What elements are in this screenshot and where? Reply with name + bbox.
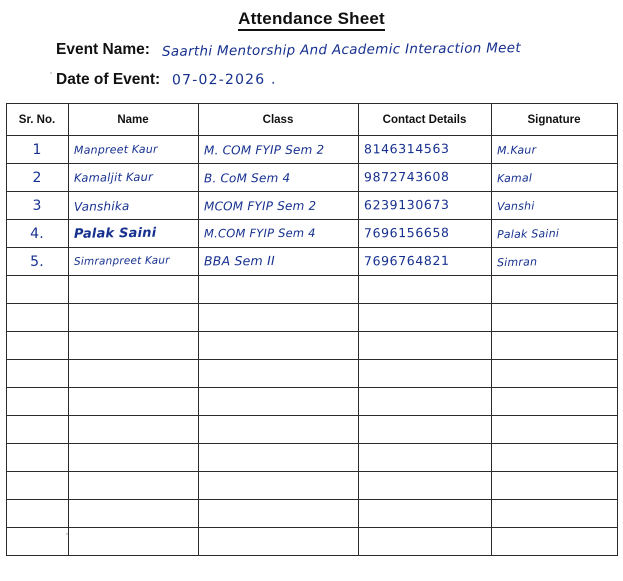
cell-empty[interactable] bbox=[6, 332, 68, 360]
table-row-empty bbox=[6, 500, 617, 528]
cell-empty[interactable] bbox=[68, 360, 198, 388]
cell-empty[interactable] bbox=[198, 500, 358, 528]
cell-empty[interactable] bbox=[198, 472, 358, 500]
cell-empty[interactable] bbox=[68, 444, 198, 472]
cell-sr-no-text: 2 bbox=[32, 169, 42, 186]
cell-class[interactable] bbox=[198, 248, 358, 276]
cell-empty[interactable] bbox=[6, 416, 68, 444]
cell-class-text: BBA Sem II bbox=[203, 253, 275, 269]
table-row-empty bbox=[6, 472, 617, 500]
cell-empty[interactable] bbox=[68, 500, 198, 528]
cell-sr-no-text: 4. bbox=[30, 225, 44, 242]
cell-empty[interactable] bbox=[491, 416, 617, 444]
cell-contact-text: 7696156658 bbox=[363, 225, 450, 241]
cell-class-text: M.COM FYIP Sem 4 bbox=[203, 225, 316, 241]
cell-empty[interactable] bbox=[358, 304, 491, 332]
cell-empty[interactable] bbox=[6, 528, 68, 556]
cell-empty[interactable] bbox=[491, 388, 617, 416]
cell-sr-no-text: 5. bbox=[30, 253, 44, 270]
cell-empty[interactable] bbox=[358, 472, 491, 500]
cell-contact-text: 8146314563 bbox=[363, 141, 450, 157]
cell-empty[interactable] bbox=[68, 304, 198, 332]
cell-class[interactable] bbox=[198, 164, 358, 192]
cell-empty[interactable] bbox=[6, 444, 68, 472]
cell-name-text: Manpreet Kaur bbox=[73, 142, 158, 157]
cell-contact[interactable] bbox=[358, 248, 491, 276]
cell-empty[interactable] bbox=[491, 304, 617, 332]
table-row-empty bbox=[6, 304, 617, 332]
cell-name-text: Palak Saini bbox=[73, 225, 156, 242]
event-name-label: Event Name: bbox=[56, 41, 150, 58]
column-header-signature: Signature bbox=[491, 104, 617, 136]
cell-empty[interactable] bbox=[68, 332, 198, 360]
cell-empty[interactable] bbox=[68, 528, 198, 556]
cell-empty[interactable] bbox=[491, 360, 617, 388]
paper-speck bbox=[50, 72, 52, 74]
cell-class[interactable] bbox=[198, 136, 358, 164]
cell-empty[interactable] bbox=[358, 388, 491, 416]
cell-sr-no-text: 1 bbox=[32, 141, 42, 158]
table-row-empty bbox=[6, 276, 617, 304]
cell-signature[interactable] bbox=[491, 136, 617, 164]
cell-name[interactable] bbox=[68, 248, 198, 276]
cell-empty[interactable] bbox=[6, 360, 68, 388]
cell-empty[interactable] bbox=[358, 528, 491, 556]
cell-contact-text: 9872743608 bbox=[363, 169, 450, 185]
cell-sr-no[interactable] bbox=[6, 248, 68, 276]
cell-name-text: Kamaljit Kaur bbox=[73, 169, 153, 185]
cell-name[interactable] bbox=[68, 192, 198, 220]
cell-empty[interactable] bbox=[68, 472, 198, 500]
cell-sr-no-text: 3 bbox=[32, 197, 42, 214]
cell-sr-no[interactable] bbox=[6, 164, 68, 192]
cell-signature[interactable] bbox=[491, 220, 617, 248]
table-row-empty bbox=[6, 416, 617, 444]
cell-empty[interactable] bbox=[358, 276, 491, 304]
event-name-value: Saarthi Mentorship And Academic Interaction Meet bbox=[161, 40, 521, 60]
cell-sr-no[interactable] bbox=[6, 220, 68, 248]
cell-name-text: Simranpreet Kaur bbox=[73, 254, 170, 269]
cell-empty[interactable] bbox=[491, 528, 617, 556]
table-row-empty bbox=[6, 388, 617, 416]
table-row bbox=[6, 136, 617, 164]
cell-empty[interactable] bbox=[68, 388, 198, 416]
cell-signature[interactable] bbox=[491, 248, 617, 276]
cell-empty[interactable] bbox=[6, 304, 68, 332]
cell-signature-text: Simran bbox=[496, 255, 537, 270]
cell-empty[interactable] bbox=[6, 388, 68, 416]
cell-empty[interactable] bbox=[6, 500, 68, 528]
column-header-class: Class bbox=[198, 104, 358, 136]
cell-name[interactable] bbox=[68, 136, 198, 164]
cell-empty[interactable] bbox=[6, 276, 68, 304]
cell-contact-text: 6239130673 bbox=[363, 197, 450, 213]
cell-empty[interactable] bbox=[68, 276, 198, 304]
cell-empty[interactable] bbox=[198, 416, 358, 444]
table-row bbox=[6, 192, 617, 220]
table-body bbox=[6, 136, 617, 556]
date-of-event-value: 07-02-2026 . bbox=[172, 71, 277, 89]
table-row bbox=[6, 164, 617, 192]
date-of-event-field-row bbox=[0, 71, 623, 89]
cell-empty[interactable] bbox=[358, 360, 491, 388]
cell-signature-text: Kamal bbox=[496, 171, 532, 186]
cell-empty[interactable] bbox=[198, 276, 358, 304]
date-of-event-label: Date of Event: bbox=[56, 71, 161, 88]
cell-contact[interactable] bbox=[358, 220, 491, 248]
cell-sr-no[interactable] bbox=[6, 136, 68, 164]
cell-contact[interactable] bbox=[358, 164, 491, 192]
cell-empty[interactable] bbox=[198, 388, 358, 416]
cell-signature-text: M.Kaur bbox=[496, 143, 536, 158]
cell-empty[interactable] bbox=[491, 500, 617, 528]
cell-empty[interactable] bbox=[358, 444, 491, 472]
cell-empty[interactable] bbox=[6, 472, 68, 500]
cell-name-text: Vanshika bbox=[73, 198, 130, 214]
cell-empty[interactable] bbox=[198, 332, 358, 360]
column-header-sr-no: Sr. No. bbox=[6, 104, 68, 136]
column-header-name: Name bbox=[68, 104, 198, 136]
table-row-empty bbox=[6, 444, 617, 472]
cell-empty[interactable] bbox=[491, 444, 617, 472]
column-header-contact: Contact Details bbox=[358, 104, 491, 136]
cell-name[interactable] bbox=[68, 220, 198, 248]
table-row-empty bbox=[6, 360, 617, 388]
cell-class-text: M. COM FYIP Sem 2 bbox=[203, 142, 324, 157]
table-row-empty bbox=[6, 332, 617, 360]
page-title bbox=[0, 9, 623, 29]
cell-empty[interactable] bbox=[358, 332, 491, 360]
cell-contact[interactable] bbox=[358, 192, 491, 220]
cell-empty[interactable] bbox=[198, 360, 358, 388]
table-row bbox=[6, 220, 617, 248]
cell-sr-no[interactable] bbox=[6, 192, 68, 220]
cell-contact[interactable] bbox=[358, 136, 491, 164]
cell-empty[interactable] bbox=[491, 332, 617, 360]
cell-empty[interactable] bbox=[68, 416, 198, 444]
cell-empty[interactable] bbox=[358, 416, 491, 444]
cell-class-text: B. CoM Sem 4 bbox=[203, 170, 290, 185]
table-row-empty bbox=[6, 528, 617, 556]
cell-signature-text: Palak Saini bbox=[496, 226, 559, 242]
cell-empty[interactable] bbox=[198, 444, 358, 472]
cell-empty[interactable] bbox=[198, 528, 358, 556]
cell-contact-text: 7696764821 bbox=[363, 253, 450, 269]
attendance-sheet-page bbox=[0, 9, 623, 581]
cell-signature[interactable] bbox=[491, 192, 617, 220]
page-title-text: Attendance Sheet bbox=[238, 9, 385, 31]
cell-empty[interactable] bbox=[358, 500, 491, 528]
cell-empty[interactable] bbox=[491, 472, 617, 500]
cell-class[interactable] bbox=[198, 192, 358, 220]
cell-empty[interactable] bbox=[198, 304, 358, 332]
cell-name[interactable] bbox=[68, 164, 198, 192]
cell-class-text: MCOM FYIP Sem 2 bbox=[203, 198, 316, 213]
cell-signature-text: Vanshi bbox=[496, 199, 535, 214]
event-name-field-row bbox=[0, 41, 623, 59]
table-header-row bbox=[6, 104, 617, 136]
attendance-table bbox=[6, 103, 618, 556]
table-row bbox=[6, 248, 617, 276]
cell-empty[interactable] bbox=[491, 276, 617, 304]
paper-speck bbox=[66, 533, 68, 535]
cell-signature[interactable] bbox=[491, 164, 617, 192]
cell-class[interactable] bbox=[198, 220, 358, 248]
